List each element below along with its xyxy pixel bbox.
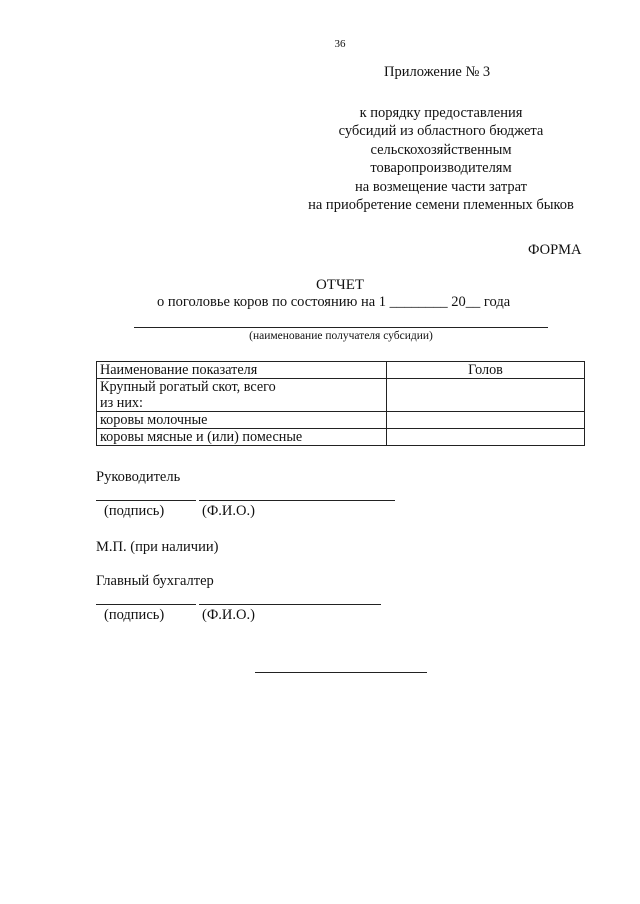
recipient-name-line [134, 327, 548, 328]
table-cell: коровы мясные и (или) помесные [97, 429, 387, 446]
table-header-heads: Голов [387, 362, 585, 379]
appendix-line: товаропроизводителям [370, 160, 512, 177]
form-label: ФОРМА [528, 242, 582, 258]
head-name-line [199, 500, 395, 501]
appendix-line: сельскохозяйственным [370, 141, 512, 158]
end-divider [255, 672, 427, 673]
head-name-caption: (Ф.И.О.) [202, 503, 255, 519]
accountant-signature-caption: (подпись) [104, 607, 165, 623]
row-label: Крупный рогатый скот, всего [100, 379, 276, 395]
table-cell [387, 429, 585, 446]
recipient-caption: (наименование получателя субсидии) [249, 330, 433, 342]
table-row [97, 379, 585, 412]
accountant-signature-line [96, 604, 196, 605]
table-row [97, 412, 585, 429]
appendix-line: субсидий из областного бюджета [338, 123, 544, 140]
accountant-name-caption: (Ф.И.О.) [202, 607, 255, 623]
appendix-line: на возмещение части затрат [355, 178, 527, 195]
stamp-note: М.П. (при наличии) [96, 539, 219, 555]
row-sublabel: из них: [100, 395, 143, 411]
head-signature-line [96, 500, 196, 501]
table-cell [387, 412, 585, 429]
appendix-line: на приобретение семени племенных быков [308, 197, 574, 214]
head-label: Руководитель [96, 469, 181, 485]
page-number: 36 [334, 38, 346, 50]
appendix-description [300, 104, 582, 214]
table-header-row [97, 362, 585, 379]
table-cell: коровы молочные [97, 412, 387, 429]
report-title: ОТЧЕТ [315, 277, 365, 293]
livestock-table [96, 361, 585, 446]
appendix-title: Приложение № 3 [384, 64, 491, 80]
appendix-line: к порядку предоставления [359, 105, 523, 121]
table-header-indicator: Наименование показателя [97, 362, 387, 379]
table-cell [387, 379, 585, 412]
report-subtitle: о поголовье коров по состоянию на 1 ________ 20__ года [157, 294, 511, 310]
table-row [97, 429, 585, 446]
accountant-label: Главный бухгалтер [96, 573, 214, 589]
table-cell [97, 379, 387, 412]
accountant-name-line [199, 604, 381, 605]
head-signature-caption: (подпись) [104, 503, 165, 519]
